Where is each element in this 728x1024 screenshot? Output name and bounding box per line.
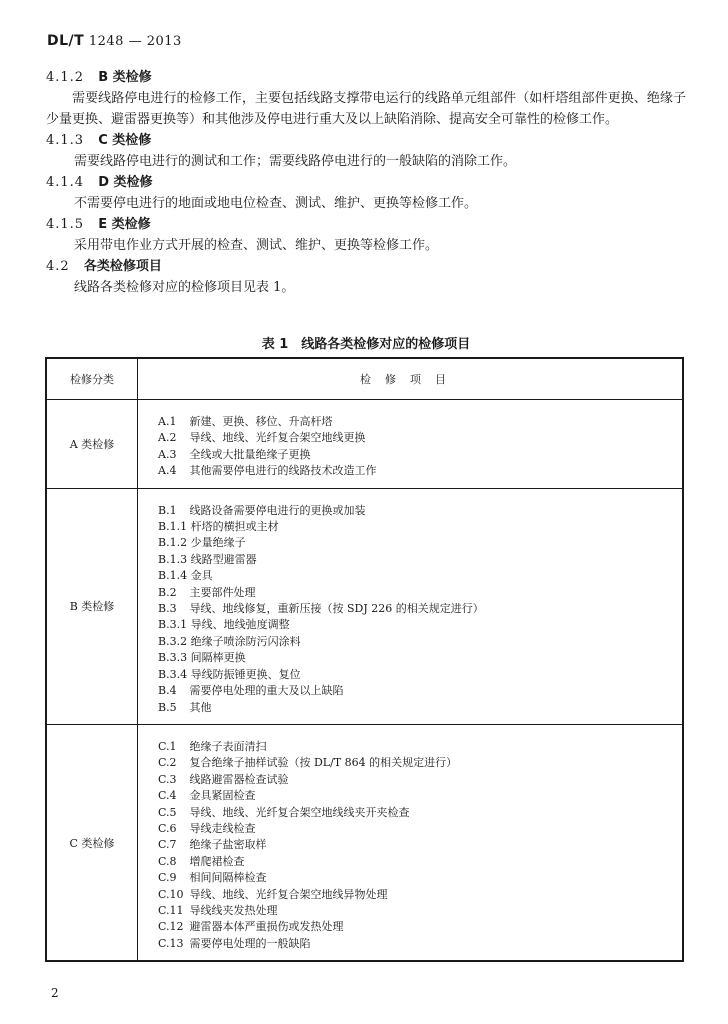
maintenance-item — [158, 568, 682, 584]
maintenance-item — [158, 519, 682, 535]
table-caption: 表 1 线路各类检修对应的检修项目 — [261, 337, 471, 352]
section-4-1-2 — [46, 67, 686, 130]
item-text: 线路型避雷器 — [187, 552, 257, 566]
maintenance-item — [158, 919, 682, 935]
item-text: 导线、地线、光纤复合架空地线线夹开夹检查 — [186, 805, 410, 819]
item-text: 复合绝缘子抽样试验（按 DL/T 864 的相关规定进行） — [186, 756, 458, 770]
maintenance-item — [158, 601, 682, 617]
maintenance-item — [158, 650, 682, 666]
maintenance-item — [158, 700, 682, 716]
table-row-b — [46, 488, 683, 724]
maintenance-item — [158, 535, 682, 551]
maintenance-item — [158, 463, 682, 479]
maintenance-item — [158, 854, 682, 870]
item-id: B.2 — [158, 585, 177, 599]
section-title: 各类检修项目 — [83, 259, 162, 274]
items-cell — [138, 488, 684, 724]
item-id: B.1 — [158, 503, 177, 517]
item-text: 导线线夹发热处理 — [186, 903, 278, 917]
item-text: 绝缘子盐密取样 — [186, 838, 267, 852]
item-id: A.1 — [158, 415, 177, 428]
item-id: C.5 — [158, 805, 177, 819]
maintenance-item — [158, 936, 682, 952]
maintenance-item — [158, 903, 682, 919]
table-row-a — [46, 400, 683, 489]
item-id: B.1.4 — [158, 569, 188, 583]
section-4-1-3 — [46, 130, 686, 172]
item-id: C.13 — [158, 936, 184, 950]
page-number: 2 — [51, 986, 59, 1000]
item-text: 需要停电处理的一般缺陷 — [186, 936, 311, 950]
item-id: B.3.2 — [158, 634, 188, 648]
item-id: B.1.3 — [158, 552, 188, 566]
item-text: 杆塔的横担或主材 — [187, 520, 279, 534]
item-id: B.1.2 — [158, 536, 188, 550]
section-paragraph: 需要线路停电进行的测试和工作；需要线路停电进行的一般缺陷的消除工作。 — [74, 154, 517, 169]
item-text: 增爬裙检查 — [186, 854, 245, 868]
item-text: 相间间隔棒检查 — [186, 871, 267, 885]
item-id: A.4 — [158, 464, 177, 478]
item-id: C.12 — [158, 920, 184, 934]
item-id: C.10 — [158, 887, 184, 901]
item-id: C.4 — [158, 789, 177, 803]
item-text: 全线或大批量绝缘子更换 — [186, 447, 311, 461]
section-number: 4.1.5 — [46, 217, 85, 232]
maintenance-item — [158, 430, 682, 446]
item-text: 新建、更换、移位、升高杆塔 — [186, 415, 333, 428]
maintenance-item — [158, 870, 682, 886]
item-text: 绝缘子喷涂防污闪涂料 — [187, 634, 301, 648]
item-text: 主要部件处理 — [186, 585, 256, 599]
category-cell: C 类检修 — [46, 724, 138, 961]
item-text: 导线走线检查 — [186, 821, 256, 835]
items-cell — [138, 724, 684, 961]
section-title: D 类检修 — [98, 175, 153, 190]
maintenance-item — [158, 887, 682, 903]
maintenance-items-table — [45, 357, 684, 962]
item-id: B.5 — [158, 700, 177, 714]
column-header-items: 检修项目 — [138, 358, 684, 400]
item-text: 间隔棒更换 — [187, 651, 246, 665]
item-text: 其他需要停电进行的线路技术改造工作 — [186, 464, 377, 478]
item-text: 绝缘子表面清扫 — [186, 739, 267, 753]
item-id: C.6 — [158, 821, 177, 835]
item-text: 需要停电处理的重大及以上缺陷 — [186, 684, 344, 698]
maintenance-item — [158, 772, 682, 788]
maintenance-item — [158, 634, 682, 650]
item-id: B.3.3 — [158, 651, 188, 665]
category-cell: B 类检修 — [46, 488, 138, 724]
maintenance-item — [158, 683, 682, 699]
item-id: C.1 — [158, 739, 177, 753]
maintenance-item — [158, 585, 682, 601]
table-header-row — [46, 358, 683, 400]
maintenance-item — [158, 788, 682, 804]
item-id: C.11 — [158, 903, 184, 917]
item-text: 导线、地线、光纤复合架空地线异物处理 — [186, 887, 388, 901]
table-row-c — [46, 724, 683, 961]
item-text: 导线、地线修复，重新压接（按 SDJ 226 的相关规定进行） — [186, 602, 484, 616]
maintenance-item — [158, 414, 682, 430]
maintenance-item — [158, 503, 682, 519]
section-title: E 类检修 — [98, 217, 151, 232]
section-number: 4.2 — [46, 259, 70, 274]
item-id: B.1.1 — [158, 520, 188, 534]
standard-number: 1248 — 2013 — [88, 34, 182, 49]
maintenance-item — [158, 805, 682, 821]
item-id: A.2 — [158, 431, 177, 445]
section-number: 4.1.2 — [46, 70, 85, 85]
maintenance-item — [158, 755, 682, 771]
category-cell: A 类检修 — [46, 400, 138, 489]
section-4-1-5 — [46, 214, 686, 256]
maintenance-item — [158, 617, 682, 633]
column-header-category: 检修分类 — [46, 358, 138, 400]
section-title: C 类检修 — [98, 133, 152, 148]
section-4-2 — [46, 256, 686, 298]
section-title: B 类检修 — [98, 70, 152, 85]
maintenance-item — [158, 821, 682, 837]
maintenance-item — [158, 447, 682, 463]
items-cell — [138, 400, 684, 489]
item-text: 导线防振锤更换、复位 — [187, 667, 301, 681]
item-text: 金具紧固检查 — [186, 789, 256, 803]
maintenance-item — [158, 837, 682, 853]
body-text — [46, 67, 686, 298]
item-id: C.9 — [158, 871, 177, 885]
standard-code: DL/T — [47, 33, 85, 49]
item-text: 金具 — [187, 569, 213, 583]
document-header — [47, 33, 182, 49]
item-id: A.3 — [158, 447, 177, 461]
section-4-1-4 — [46, 172, 686, 214]
item-id: B.3 — [158, 602, 177, 616]
section-number: 4.1.4 — [46, 175, 85, 190]
item-text: 其他 — [186, 700, 212, 714]
item-text: 导线、地线弛度调整 — [187, 618, 290, 632]
item-text: 避雷器本体严重损伤或发热处理 — [186, 920, 344, 934]
maintenance-item — [158, 552, 682, 568]
item-id: C.2 — [158, 756, 177, 770]
item-id: B.3.4 — [158, 667, 188, 681]
section-paragraph: 需要线路停电进行的检修工作，主要包括线路支撑带电运行的线路单元组部件（如杆塔组部件更换、绝缘子少量更换、避雷器更换等）和其他涉及停电进行重大及以上缺陷消除、提高安全可靠性的检修工作。 — [46, 91, 686, 127]
maintenance-item — [158, 667, 682, 683]
section-number: 4.1.3 — [46, 133, 85, 148]
section-paragraph: 线路各类检修对应的检修项目见表 1。 — [74, 280, 295, 295]
item-id: C.8 — [158, 854, 177, 868]
item-id: B.4 — [158, 684, 177, 698]
item-text: 导线、地线、光纤复合架空地线更换 — [186, 431, 366, 445]
item-text: 少量绝缘子 — [187, 536, 246, 550]
maintenance-item — [158, 739, 682, 755]
section-paragraph: 不需要停电进行的地面或地电位检查、测试、维护、更换等检修工作。 — [74, 196, 478, 211]
item-id: B.3.1 — [158, 618, 188, 632]
item-id: C.3 — [158, 772, 177, 786]
item-text: 线路避雷器检查试验 — [186, 772, 289, 786]
section-paragraph: 采用带电作业方式开展的检查、测试、维护、更换等检修工作。 — [74, 238, 439, 253]
item-id: C.7 — [158, 838, 177, 852]
item-text: 线路设备需要停电进行的更换或加装 — [186, 503, 366, 517]
